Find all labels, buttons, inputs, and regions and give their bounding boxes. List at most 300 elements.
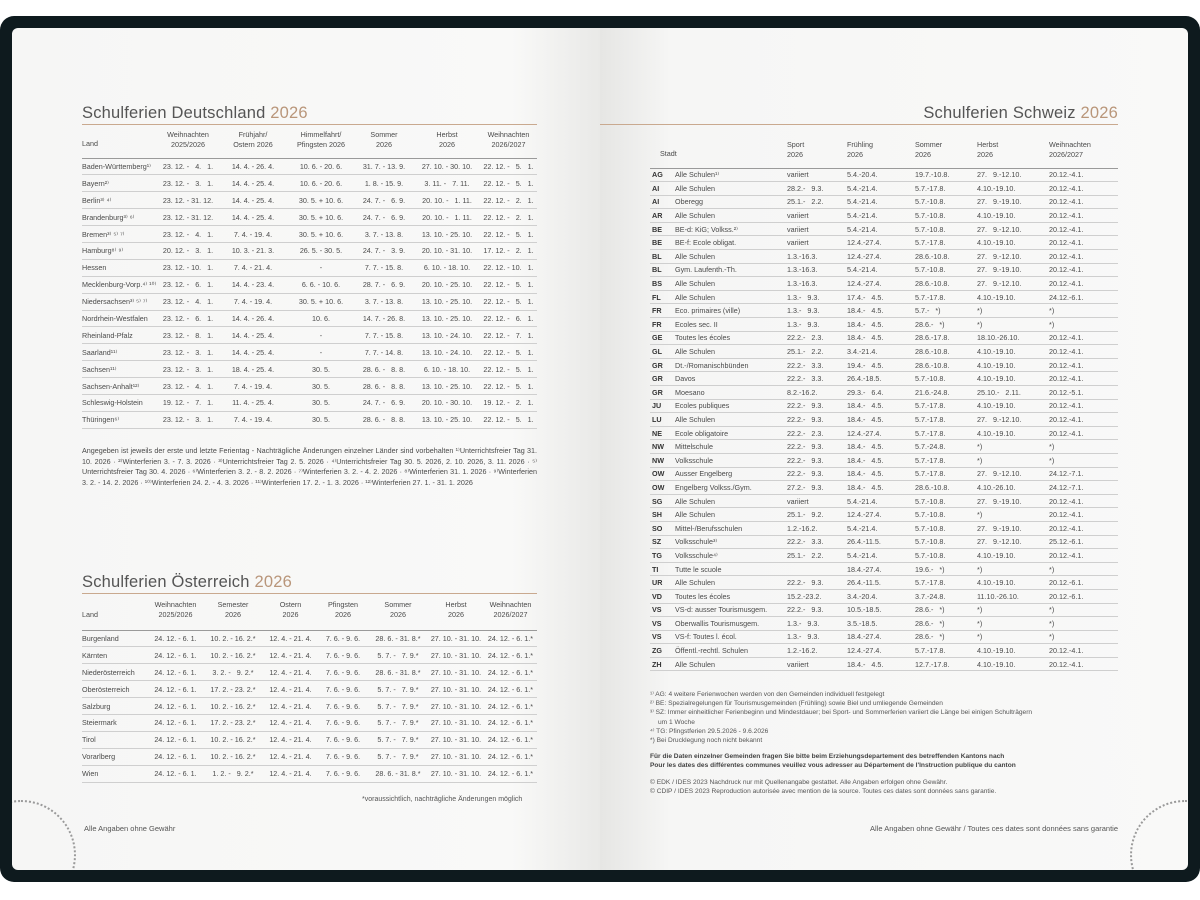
de-header-1: Weihnachten 2025/2026: [167, 130, 209, 149]
ch-cell: 4.10.-19.10.: [977, 646, 1016, 656]
de-cell: 23. 12. - 4. 1.: [162, 161, 214, 171]
ch-cell: Öffentl.-rechtl. Schulen: [675, 646, 748, 656]
de-cell: 14. 4. - 26. 4.: [231, 313, 275, 323]
de-cell: 14. 4. - 25. 4.: [231, 195, 275, 205]
de-cell: 6. 10. - 18. 10.: [423, 364, 471, 374]
ch-cell: *): [1049, 442, 1055, 452]
ch-cell: 22.2.- 9.3.: [787, 455, 824, 465]
de-cell: 7. 7. - 15. 8.: [364, 263, 404, 273]
table-row: [650, 453, 1118, 467]
de-cell: 23. 12. - 10. 1.: [162, 263, 214, 273]
ch-cell: 24.12.-7.1.: [1049, 482, 1084, 492]
ch-cell: 28.2.- 9.3.: [787, 183, 824, 193]
table-row: [650, 508, 1118, 522]
ch-cell: 20.12.-4.1.: [1049, 347, 1084, 357]
ch-cell: 5.7.-17.8.: [915, 455, 946, 465]
ch-cell: 1.3.-16.3.: [787, 265, 818, 275]
ch-cell: 18.4.-27.4.: [847, 564, 882, 574]
ch-cell: 20.12.-4.1.: [1049, 496, 1084, 506]
ch-cell: 25.1.- 2.2.: [787, 197, 824, 207]
ch-cell: 22.2.- 9.3.: [787, 578, 824, 588]
de-cell: 23. 12. - 3. 1.: [162, 415, 214, 425]
ch-cell: OW: [652, 482, 665, 492]
at-cell: 27. 10. - 31. 10.: [430, 735, 482, 745]
at-cell: 7. 6. - 9. 6.: [325, 684, 361, 694]
de-cell: -: [319, 263, 323, 273]
de-cell: 28. 7. - 6. 9.: [362, 280, 406, 290]
de-cell: 7. 4. - 19. 4.: [233, 297, 273, 307]
ch-cell: 11.10.-26.10.: [977, 591, 1019, 601]
ch-cell: 4.10.-19.10.: [977, 347, 1016, 357]
de-cell: -: [319, 347, 323, 357]
ch-cell: 28.6.-10.8.: [915, 279, 950, 289]
ch-cell: AI: [652, 183, 660, 193]
germany-year: 2026: [270, 104, 308, 122]
de-cell: -: [319, 330, 323, 340]
at-cell: 27. 10. - 31. 10.: [430, 769, 482, 779]
ch-cell: 1.3.- 9.3.: [787, 292, 820, 302]
ch-cell: TG: [652, 550, 662, 560]
ch-cell: 19.4.- 4.5.: [847, 360, 884, 370]
de-cell: Brandenburg³⁾ ⁶⁾: [82, 212, 135, 222]
de-cell: 24. 7. - 6. 9.: [362, 212, 406, 222]
book-cover: [0, 16, 1200, 882]
ch-cell: FR: [652, 306, 662, 316]
table-row: [650, 657, 1118, 671]
ch-cell: 20.12.-4.1.: [1049, 197, 1084, 207]
de-header-3: Himmelfahrt/ Pfingsten 2026: [297, 130, 345, 149]
de-cell: 20. 10. - 25. 10.: [421, 280, 473, 290]
ch-cell: 18.4.- 4.5.: [847, 333, 884, 343]
table-row: [650, 630, 1118, 644]
de-cell: 23. 12. - 3. 1.: [162, 178, 214, 188]
at-cell: 7. 6. - 9. 6.: [325, 735, 361, 745]
ch-cell: 5.7.-17.8.: [915, 578, 946, 588]
ch-cell: 20.12.-4.1.: [1049, 510, 1084, 520]
ch-cell: FR: [652, 319, 662, 329]
de-cell: 10. 3. - 21. 3.: [231, 246, 275, 256]
ch-cell: SG: [652, 496, 663, 506]
ch-cell: *): [1049, 618, 1055, 628]
de-cell: 22. 12. - 5. 1.: [483, 280, 534, 290]
ch-cell: 28.6.-10.8.: [915, 482, 950, 492]
ch-cell: 20.12.-6.1.: [1049, 591, 1084, 601]
ch-cell: 4.10.-19.10.: [977, 578, 1016, 588]
de-cell: 30. 5.: [312, 398, 330, 408]
de-cell: 6. 6. - 10. 6.: [301, 280, 341, 290]
ch-cell: 20.12.-4.1.: [1049, 374, 1084, 384]
at-cell: 12. 4. - 21. 4.: [269, 650, 312, 660]
at-header-5: Sommer 2026: [384, 600, 412, 619]
ch-cell: Gym. Laufenth.-Th.: [675, 265, 737, 275]
table-row: [650, 290, 1118, 304]
de-cell: 13. 10. - 24. 10.: [421, 330, 473, 340]
at-cell: 28. 6. - 31. 8.*: [375, 667, 421, 677]
ch-cell: 20.12.-5.1.: [1049, 387, 1084, 397]
ch-cell: 5.7.-10.8.: [915, 510, 946, 520]
de-cell: Baden-Württemberg¹⁾: [82, 161, 151, 171]
ch-cell: AG: [652, 170, 663, 180]
ch-cell: *): [1049, 564, 1055, 574]
de-cell: 20. 10. - 1. 11.: [422, 195, 472, 205]
ch-cell: 20.12.-4.1.: [1049, 333, 1084, 343]
de-cell: 22. 12. - 5. 1.: [483, 297, 534, 307]
table-row: [650, 345, 1118, 359]
table-row: [82, 664, 537, 681]
ch-cell: 27. 9.-19.10.: [977, 265, 1022, 275]
ch-cell: 26.4.-18.5.: [847, 374, 882, 384]
ch-cell: BE-d: KiG; Volkss.²⁾: [675, 224, 738, 234]
ch-cell: 5.4.-21.4.: [847, 183, 878, 193]
ch-cell: 1.2.-16.2.: [787, 646, 818, 656]
at-cell: 24. 12. - 6. 1.: [154, 633, 197, 643]
table-row: [650, 467, 1118, 481]
ch-cell: 5.7.-10.8.: [915, 523, 946, 533]
table-row: [82, 310, 537, 327]
de-cell: 23. 12. - 3. 1.: [162, 347, 214, 357]
ch-cell: 22.2.- 9.3.: [787, 401, 824, 411]
table-row: [650, 494, 1118, 508]
table-row: [82, 731, 537, 748]
de-cell: Nordrhein-Westfalen: [82, 313, 148, 323]
ch-cell: Ausser Engelberg: [675, 469, 733, 479]
ch-cell: 28.6.-17.8.: [915, 333, 950, 343]
ch-cell: [787, 562, 847, 576]
ch-cell: 18.4.- 4.5.: [847, 659, 884, 669]
de-cell: 22. 12. - 7. 1.: [483, 330, 534, 340]
table-row: [650, 413, 1118, 427]
de-cell: 22. 12. - 5. 1.: [483, 347, 534, 357]
ch-cell: 4.10.-19.10.: [977, 374, 1016, 384]
ch-cell: 24.12.-6.1.: [1049, 292, 1084, 302]
table-row: [650, 617, 1118, 631]
table-row: [82, 242, 537, 259]
table-row: [650, 521, 1118, 535]
table-row: [650, 549, 1118, 563]
ch-cell: 1.3.- 9.3.: [787, 632, 820, 642]
de-cell: 10. 6. - 20. 6.: [299, 161, 343, 171]
de-cell: 28. 6. - 8. 8.: [362, 364, 406, 374]
ch-cell: 5.4.-20.4.: [847, 170, 878, 180]
ch-cell: 5.7.-17.8.: [915, 238, 946, 248]
de-cell: 19. 12. - 2. 1.: [483, 398, 534, 408]
ch-cell: *): [1049, 319, 1055, 329]
ch-cell: variiert: [787, 659, 809, 669]
ch-cell: BS: [652, 279, 662, 289]
ch-cell: 20.12.-4.1.: [1049, 183, 1084, 193]
ch-cell: 28.6.- *): [915, 632, 945, 642]
at-cell: 12. 4. - 21. 4.: [269, 718, 312, 728]
ch-cell: 4.10.-19.10.: [977, 428, 1016, 438]
austria-year: 2026: [254, 573, 292, 591]
at-cell: 24. 12. - 6. 1.*: [487, 735, 534, 745]
de-cell: 23. 12. - 8. 1.: [162, 330, 214, 340]
at-cell: 24. 12. - 6. 1.: [154, 701, 197, 711]
ch-cell: Mittelschule: [675, 442, 713, 452]
ch-cell: 5.7.-17.8.: [915, 469, 946, 479]
copyright-de: © EDK / IDES 2023 Nachdruck nur mit Quellenangabe gestattet. Alle Angaben erfolgen ohne Gewähr.: [650, 779, 948, 786]
table-row: [82, 327, 537, 344]
at-cell: 27. 10. - 31. 10.: [430, 701, 482, 711]
ch-cell: Moesano: [675, 387, 705, 397]
at-cell: 24. 12. - 6. 1.: [154, 684, 197, 694]
ch-cell: ZG: [652, 646, 662, 656]
ch-cell: variiert: [787, 170, 809, 180]
ch-cell: 24.12.-7.1.: [1049, 469, 1084, 479]
ch-cell: *): [977, 455, 983, 465]
ch-cell: Davos: [675, 374, 696, 384]
ch-cell: Oberwallis Tourismusgem.: [675, 618, 760, 628]
de-cell: Bayern²⁾: [82, 178, 109, 188]
table-row: [650, 209, 1118, 223]
de-cell: 28. 6. - 8. 8.: [362, 381, 406, 391]
de-cell: 22. 12. - 5. 1.: [483, 364, 534, 374]
de-cell: 13. 10. - 25. 10.: [421, 313, 473, 323]
at-header-7: Weihnachten 2026/2027: [489, 600, 532, 619]
at-cell: 10. 2. - 16. 2.*: [210, 735, 256, 745]
at-cell: 12. 4. - 21. 4.: [269, 701, 312, 711]
de-cell: 20. 10. - 30. 10.: [421, 398, 473, 408]
ch-cell: 27. 9.-12.10.: [977, 537, 1022, 547]
ch-cell: Alle Schulen: [675, 292, 715, 302]
de-cell: 18. 4. - 25. 4.: [231, 364, 275, 374]
at-header-3: Ostern 2026: [279, 600, 302, 619]
de-cell: 7. 7. - 14. 8.: [364, 347, 404, 357]
ch-cell: UR: [652, 578, 663, 588]
table-row: [650, 195, 1118, 209]
ch-cell: TI: [652, 564, 659, 574]
table-row: [650, 440, 1118, 454]
ch-cell: 20.12.-4.1.: [1049, 659, 1084, 669]
ch-cell: 20.12.-4.1.: [1049, 224, 1084, 234]
ch-cell: 5.7.-10.8.: [915, 374, 946, 384]
ch-cell: Oberegg: [675, 197, 703, 207]
at-cell: 27. 10. - 31. 10.: [430, 684, 482, 694]
ch-cell: 29.3.- 6.4.: [847, 387, 884, 397]
ch-cell: 18.4.- 4.5.: [847, 401, 884, 411]
table-row: [650, 372, 1118, 386]
table-row: [82, 681, 537, 698]
ch-cell: Alle Schulen¹⁾: [675, 170, 720, 180]
at-cell: 5. 7. - 7. 9.*: [377, 752, 419, 762]
ch-cell: variiert: [787, 238, 809, 248]
footer-left: Alle Angaben ohne Gewähr: [84, 824, 176, 833]
de-cell: 30. 5. + 10. 6.: [298, 229, 344, 239]
de-cell: 20. 10. - 1. 11.: [422, 212, 472, 222]
ch-cell: VD: [652, 591, 662, 601]
at-cell: Tirol: [82, 735, 96, 745]
de-cell: 22. 12. - 10. 1.: [483, 263, 534, 273]
ch-cell: Alle Schulen: [675, 578, 715, 588]
at-cell: 5. 7. - 7. 9.*: [377, 650, 419, 660]
at-cell: 24. 12. - 6. 1.*: [487, 650, 534, 660]
at-cell: 10. 2. - 16. 2.*: [210, 752, 256, 762]
table-row: [82, 276, 537, 293]
de-cell: Saarland¹¹⁾: [82, 347, 118, 357]
right-page: [600, 28, 1188, 870]
at-cell: 12. 4. - 21. 4.: [269, 752, 312, 762]
de-cell: 3. 7. - 13. 8.: [364, 229, 404, 239]
ch-cell: VS: [652, 605, 662, 615]
de-cell: 23. 12. - 31. 12.: [162, 195, 214, 205]
at-header-4: Pfingsten 2026: [328, 600, 358, 619]
austria-title: Schulferien Österreich 2026: [82, 573, 292, 591]
ch-header-1: Sport 2026: [787, 140, 805, 159]
ch-cell: 22.2.- 2.3.: [787, 428, 824, 438]
ch-cell: 12.4.-27.4.: [847, 510, 882, 520]
at-cell: 10. 2. - 16. 2.*: [210, 701, 256, 711]
at-cell: 12. 4. - 21. 4.: [269, 735, 312, 745]
ch-cell: Mittel-/Berufsschulen: [675, 523, 743, 533]
ch-cell: 5.4.-21.4.: [847, 550, 878, 560]
ch-cell: NW: [652, 455, 664, 465]
table-row: [82, 192, 537, 209]
table-row: [650, 358, 1118, 372]
de-cell: 22. 12. - 5. 1.: [483, 415, 534, 425]
de-cell: 7. 4. - 19. 4.: [233, 381, 273, 391]
at-cell: 1. 2. - 9. 2.*: [212, 769, 254, 779]
at-cell: 24. 12. - 6. 1.: [154, 667, 197, 677]
ch-cell: Alle Schulen: [675, 183, 715, 193]
ch-cell: 25.1.- 9.2.: [787, 510, 824, 520]
ch-cell: GR: [652, 387, 663, 397]
table-row: [82, 394, 537, 411]
ch-cell: Engelberg Volkss./Gym.: [675, 482, 752, 492]
de-cell: 17. 12. - 2. 1.: [483, 246, 534, 256]
table-row: [650, 481, 1118, 495]
de-cell: 22. 12. - 5. 1.: [483, 381, 534, 391]
ch-cell: 27. 9.-12.10.: [977, 414, 1022, 424]
ch-cell: Volksschule³⁾: [675, 537, 718, 547]
germany-title-rule: [82, 124, 537, 125]
de-cell: 24. 7. - 6. 9.: [362, 195, 406, 205]
table-row: [650, 168, 1118, 182]
de-cell: 27. 10. - 30. 10.: [421, 161, 473, 171]
ch-cell: 22.2.- 2.3.: [787, 333, 824, 343]
ch-cell: 5.7.-10.8.: [915, 496, 946, 506]
at-cell: 7. 6. - 9. 6.: [325, 633, 361, 643]
de-header-6: Weihnachten 2026/2027: [487, 130, 530, 149]
table-row: [82, 765, 537, 782]
ch-cell: 12.7.-17.8.: [915, 659, 950, 669]
ch-cell: 3.5.-18.5.: [847, 618, 878, 628]
de-cell: 30. 5.: [312, 415, 330, 425]
table-row: [82, 344, 537, 361]
de-cell: 14. 4. - 25. 4.: [231, 347, 275, 357]
ch-cell: Tutte le scuole: [675, 564, 722, 574]
de-cell: 22. 12. - 6. 1.: [483, 313, 534, 323]
ch-cell: 28.6.- *): [915, 605, 945, 615]
de-cell: Hamburg⁸⁾ ⁹⁾: [82, 246, 124, 256]
table-row: [82, 259, 537, 276]
de-header-5: Herbst 2026: [436, 130, 458, 149]
de-cell: 11. 4. - 25. 4.: [232, 398, 274, 408]
ch-cell: 22.2.- 9.3.: [787, 605, 824, 615]
ch-cell: 28.6.-10.8.: [915, 347, 950, 357]
bold-note-fr: Pour les dates des différentes communes veuillez vous adresser au Département de l'Instruction publique du canton: [650, 762, 1016, 769]
ch-cell: 15.2.-23.2.: [787, 591, 822, 601]
ch-cell: AR: [652, 211, 663, 221]
ch-cell: 3.4.-20.4.: [847, 591, 878, 601]
de-cell: 23. 12. - 4. 1.: [162, 229, 214, 239]
at-cell: 27. 10. - 31. 10.: [430, 650, 482, 660]
at-cell: 5. 7. - 7. 9.*: [377, 718, 419, 728]
de-cell: 19. 12. - 7. 1.: [162, 398, 214, 408]
at-cell: 5. 7. - 7. 9.*: [377, 735, 419, 745]
at-cell: Kärnten: [82, 650, 108, 660]
de-cell: 14. 4. - 25. 4.: [231, 178, 275, 188]
footnote-2: ²⁾ BE: Spezialregelungen für Tourismusgemeinden (Frühling) sowie Biel und umliegende Gemeinden: [650, 700, 943, 708]
de-header-2: Frühjahr/ Ostern 2026: [233, 130, 273, 149]
ch-cell: NW: [652, 442, 664, 452]
ch-cell: 5.7.-10.8.: [915, 550, 946, 560]
ch-cell: 27.2.- 9.3.: [787, 482, 824, 492]
de-cell: 23. 12. - 6. 1.: [162, 313, 214, 323]
de-cell: 23. 12. - 31. 12.: [162, 212, 214, 222]
ch-cell: 12.4.-27.4.: [847, 251, 882, 261]
ch-cell: 22.2.- 3.3.: [787, 537, 824, 547]
de-cell: 3. 7. - 13. 8.: [364, 297, 404, 307]
ch-cell: 20.12.-4.1.: [1049, 265, 1084, 275]
at-cell: Wien: [82, 769, 99, 779]
decorative-dots-left: [12, 800, 76, 870]
ch-cell: VS-f: Toutes l. écol.: [675, 632, 737, 642]
ch-cell: 20.12.-4.1.: [1049, 211, 1084, 221]
ch-cell: 4.10.-19.10.: [977, 401, 1016, 411]
at-cell: 24. 12. - 6. 1.*: [487, 701, 534, 711]
de-cell: 1. 8. - 15. 9.: [364, 178, 404, 188]
ch-cell: 25.1.- 2.2.: [787, 347, 824, 357]
ch-cell: variiert: [787, 496, 809, 506]
ch-cell: BL: [652, 265, 662, 275]
table-row: [650, 331, 1118, 345]
footnote-3-cont: um 1 Woche: [658, 718, 695, 726]
ch-cell: Eco. primaires (ville): [675, 306, 741, 316]
ch-cell: Alle Schulen: [675, 347, 715, 357]
at-cell: 24. 12. - 6. 1.*: [487, 667, 534, 677]
ch-cell: 28.6.-10.8.: [915, 251, 950, 261]
de-cell: Berlin³⁾ ⁴⁾: [82, 195, 112, 205]
ch-cell: 4.10.-19.10.: [977, 238, 1016, 248]
at-cell: 3. 2. - 9. 2.*: [212, 667, 254, 677]
ch-cell: *): [977, 618, 983, 628]
ch-cell: 17.4.- 4.5.: [847, 292, 884, 302]
at-cell: 24. 12. - 6. 1.*: [487, 684, 534, 694]
ch-cell: 5.7.-10.8.: [915, 537, 946, 547]
at-cell: Steiermark: [82, 718, 117, 728]
table-row: [650, 304, 1118, 318]
ch-cell: 5.7.-10.8.: [915, 211, 946, 221]
at-cell: 27. 10. - 31. 10.: [430, 667, 482, 677]
de-cell: Rheinland-Pfalz: [82, 330, 133, 340]
ch-cell: 5.4.-21.4.: [847, 211, 878, 221]
at-cell: 12. 4. - 21. 4.: [269, 769, 312, 779]
left-page: [12, 28, 600, 870]
ch-cell: 1.3.-16.3.: [787, 251, 818, 261]
table-row: [650, 535, 1118, 549]
ch-cell: 20.12.-4.1.: [1049, 646, 1084, 656]
ch-cell: 20.12.-4.1.: [1049, 550, 1084, 560]
at-cell: 24. 12. - 6. 1.*: [487, 752, 534, 762]
ch-cell: 21.6.-24.8.: [915, 387, 950, 397]
ch-cell: 18.4.- 4.5.: [847, 442, 884, 452]
ch-cell: BE: [652, 238, 662, 248]
ch-cell: *): [977, 442, 983, 452]
ch-cell: Dt.-/Romanischbünden: [675, 360, 749, 370]
de-cell: 7. 4. - 19. 4.: [233, 415, 273, 425]
de-cell: 13. 10. - 25. 10.: [421, 381, 473, 391]
switzerland-table: [650, 140, 1118, 671]
